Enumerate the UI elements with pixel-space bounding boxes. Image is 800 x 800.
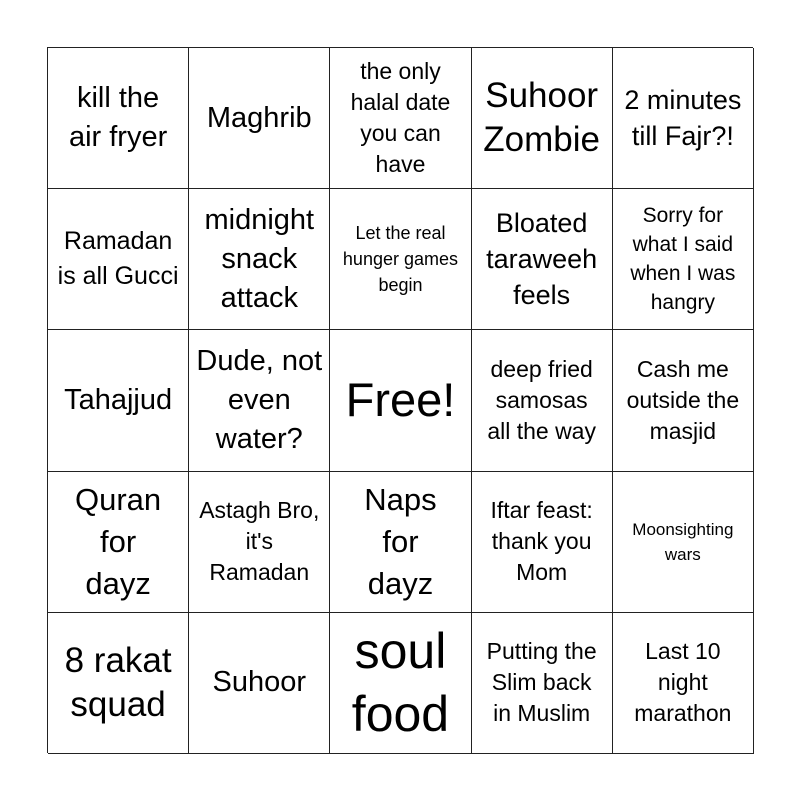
free-space: Free! <box>345 373 456 427</box>
bingo-cell-r1c2[interactable] <box>189 48 330 189</box>
cell-text: Tahajjud <box>64 383 173 416</box>
cell-text: Iftar feast: thank you Mom <box>490 497 593 586</box>
bingo-cell-r5c4[interactable] <box>472 613 613 754</box>
bingo-cell-r1c3[interactable] <box>330 48 471 189</box>
bingo-cell-r4c1[interactable] <box>48 472 189 613</box>
bingo-cell-r4c4[interactable] <box>472 472 613 613</box>
cell-text: soul food <box>351 622 450 742</box>
cell-text: Bloated taraweeh feels <box>486 208 598 311</box>
bingo-cell-r4c2[interactable] <box>189 472 330 613</box>
bingo-cell-r1c1[interactable] <box>48 48 189 189</box>
cell-text: Suhoor Zombie <box>483 76 601 160</box>
cell-text: 8 rakat squad <box>64 640 172 724</box>
bingo-cell-r4c5[interactable] <box>613 472 754 613</box>
bingo-cell-r3c5[interactable] <box>613 330 754 471</box>
bingo-cell-r2c5[interactable] <box>613 189 754 330</box>
bingo-cell-r5c2[interactable] <box>189 613 330 754</box>
cell-text: Sorry for what I said when I was hangry <box>630 204 736 315</box>
cell-text: Astagh Bro, it's Ramadan <box>199 497 320 586</box>
bingo-cell-r2c3[interactable] <box>330 189 471 330</box>
cell-text: Putting the Slim back in Muslim <box>486 638 597 727</box>
cell-text: Dude, not even water? <box>196 344 323 455</box>
cell-text: Last 10 night marathon <box>634 638 732 727</box>
bingo-cell-r5c1[interactable] <box>48 613 189 754</box>
bingo-cell-r5c5[interactable] <box>613 613 754 754</box>
bingo-cell-r5c3[interactable] <box>330 613 471 754</box>
bingo-cell-r2c4[interactable] <box>472 189 613 330</box>
bingo-cell-r3c1[interactable] <box>48 330 189 471</box>
cell-text: Moonsighting wars <box>632 519 734 564</box>
cell-text: midnight snack attack <box>204 203 315 314</box>
bingo-cell-r3c4[interactable] <box>472 330 613 471</box>
cell-text: Let the real hunger games begin <box>342 223 458 296</box>
bingo-cell-r2c1[interactable] <box>48 189 189 330</box>
cell-text: Naps for dayz <box>364 481 437 601</box>
bingo-cell-r2c2[interactable] <box>189 189 330 330</box>
cell-text: Maghrib <box>206 101 312 134</box>
bingo-cell-r1c4[interactable] <box>472 48 613 189</box>
cell-text: Quran for dayz <box>75 481 162 601</box>
cell-text: Suhoor <box>212 666 307 699</box>
bingo-cell-r4c3[interactable] <box>330 472 471 613</box>
cell-text: kill the air fryer <box>68 82 168 154</box>
cell-text: Cash me outside the masjid <box>626 355 740 444</box>
cell-text: deep fried samosas all the way <box>487 355 596 444</box>
bingo-cell-r1c5[interactable] <box>613 48 754 189</box>
cell-text: the only halal date you can have <box>350 58 451 178</box>
bingo-cell-r3c3[interactable] <box>330 330 471 471</box>
bingo-cell-r3c2[interactable] <box>189 330 330 471</box>
cell-text: Ramadan is all Gucci <box>57 227 179 291</box>
bingo-board <box>47 47 753 753</box>
cell-text: 2 minutes till Fajr?! <box>624 85 742 152</box>
